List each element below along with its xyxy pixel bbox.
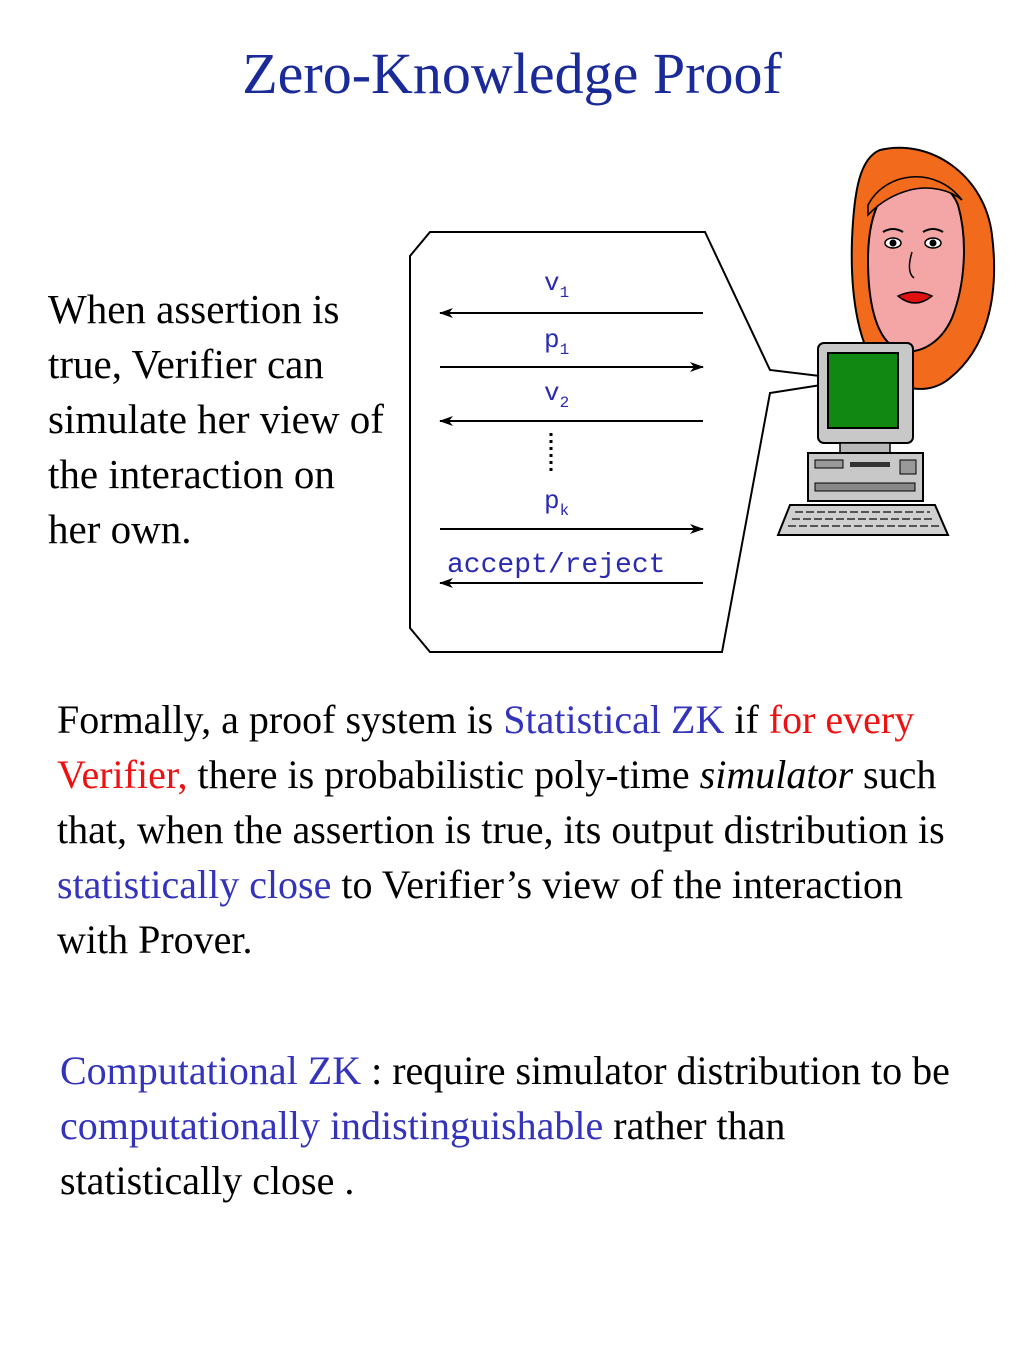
message-label: $v_2$	[544, 378, 570, 412]
text-run: rather than statistically close .	[60, 1103, 786, 1203]
text-run: if	[724, 697, 769, 742]
final-label: accept/reject	[447, 550, 666, 581]
term-computationally-indistinguishable: computationally indistinguishable	[60, 1103, 604, 1148]
emphasis-every-verifier: for every Verifier,	[57, 697, 915, 797]
page-title: Zero-Knowledge Proof	[242, 41, 782, 106]
text-run: to Verifier’s view of the interaction with Prover.	[57, 862, 904, 962]
speech-bubble	[410, 232, 853, 652]
text-run: Formally, a proof system is	[57, 697, 504, 742]
term-statistically-close: statistically close	[57, 862, 332, 907]
term-computational-zk: Computational ZK	[60, 1048, 362, 1093]
message-label: $p_k$	[544, 486, 570, 520]
side-description: When assertion is true, Verifier can simulate her view of the interaction on her own.	[48, 286, 384, 552]
text-run: there is probabilistic poly-time	[187, 752, 700, 797]
statistical-zk-paragraph	[57, 692, 957, 967]
text-run: such that, when the assertion is true, its output distribution is	[57, 752, 945, 852]
text-run: : require simulator distribution to be	[361, 1048, 950, 1093]
term-simulator: simulator	[699, 752, 854, 797]
computational-zk-paragraph	[60, 1043, 960, 1208]
term-statistical-zk: Statistical ZK	[503, 697, 725, 742]
message-label: $p_1$	[544, 325, 570, 359]
message-label: $v_1$	[544, 268, 570, 302]
